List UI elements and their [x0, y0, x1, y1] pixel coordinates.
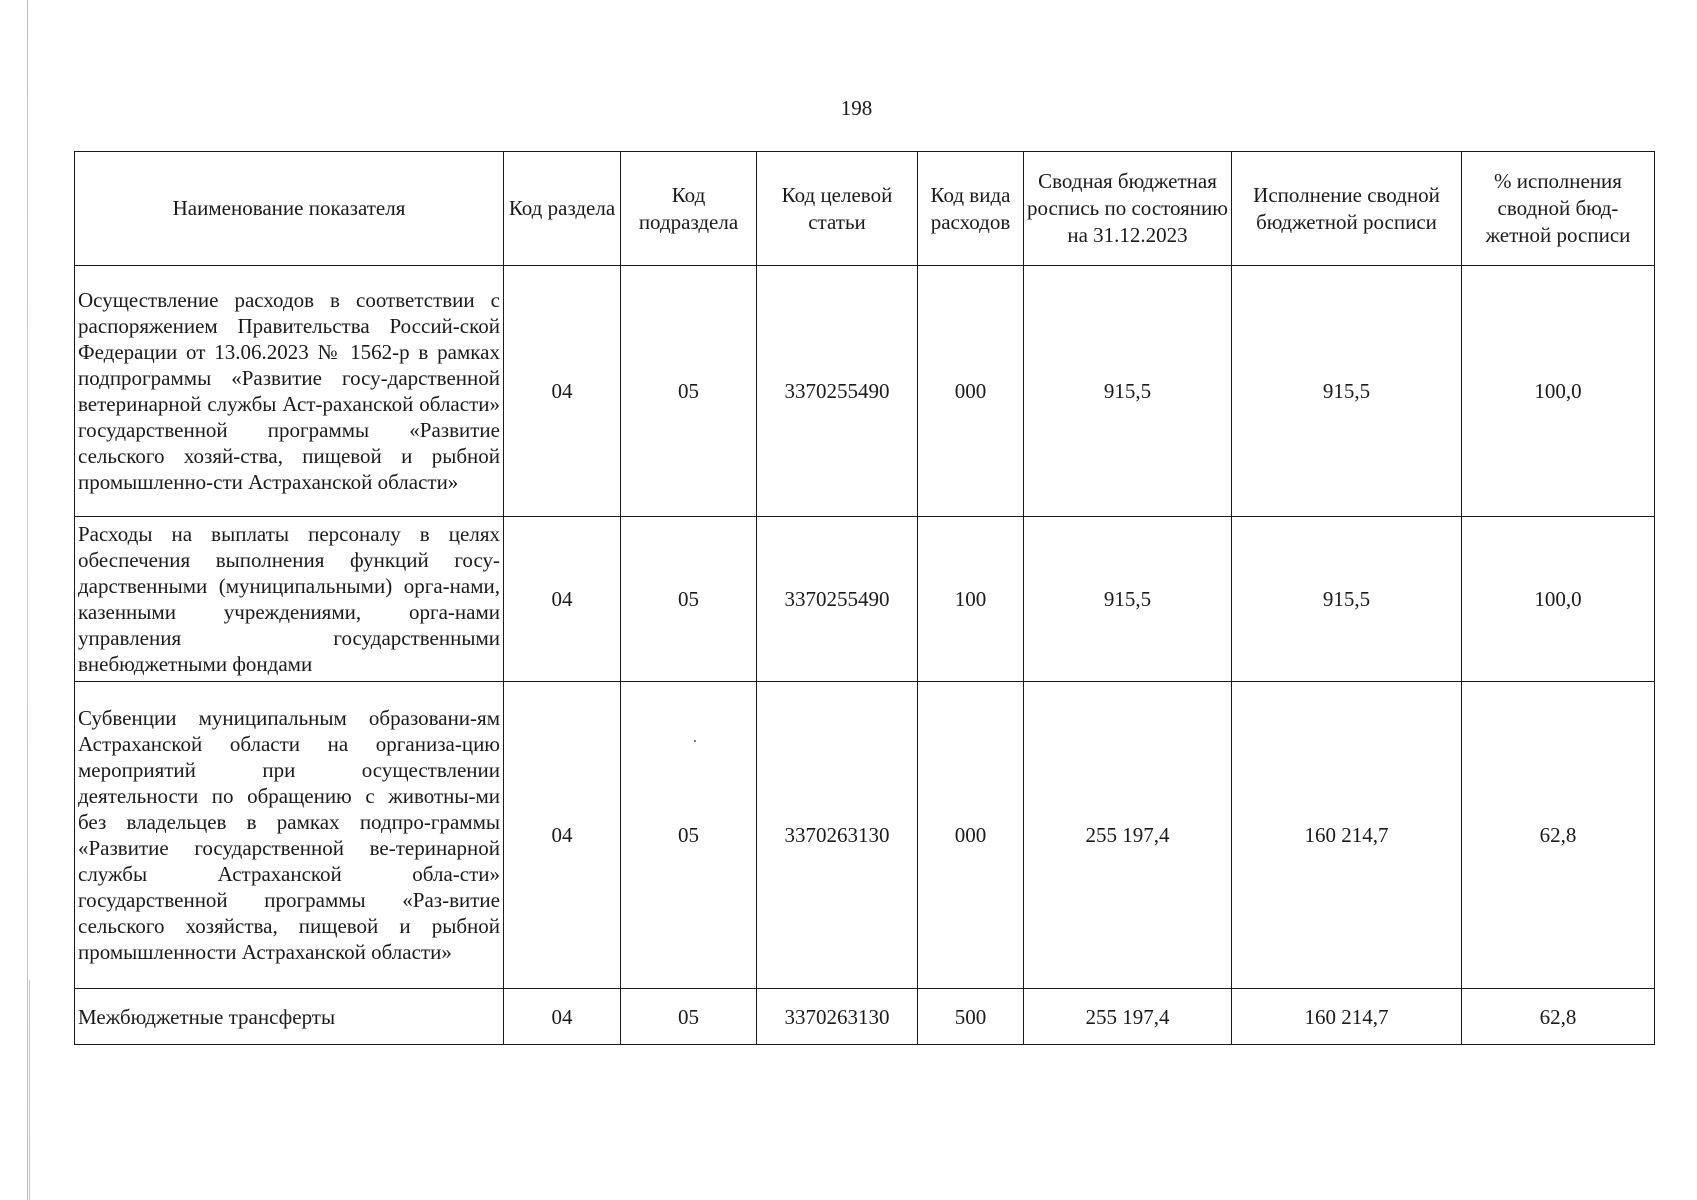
row-subsection-code: 05 — [621, 989, 757, 1045]
row-budget-plan: 255 197,4 — [1024, 989, 1232, 1045]
row-expense-type-code: 000 — [918, 266, 1024, 517]
header-execution-percent: % исполнения сводной бюд-жетной росписи — [1462, 152, 1655, 266]
header-target-item-code: Код целевой статьи — [757, 152, 918, 266]
header-expense-type-code: Код вида расходов — [918, 152, 1024, 266]
header-budget-plan: Сводная бюджетная роспись по состоянию на 31.12.2023 — [1024, 152, 1232, 266]
table-row — [75, 517, 1655, 682]
row-execution-percent: 100,0 — [1462, 517, 1655, 682]
row-budget-execution: 915,5 — [1232, 517, 1462, 682]
table-row — [75, 989, 1655, 1045]
row-section-code: 04 — [504, 517, 621, 682]
row-budget-execution: 915,5 — [1232, 266, 1462, 517]
binding-edge-line-secondary — [29, 980, 30, 1200]
row-name: Осуществление расходов в соответствии с распоряжением Правительства Россий-ской Федерации от 13.06.2023 № 1562-р в рамках подпрограммы «Развитие госу-дарственной ветеринарной службы Аст-раханской области» государственной программы «Развитие сельского хозяй-ства, пищевой и рыбной промышленно-сти Астраханской области» — [75, 266, 504, 517]
row-execution-percent: 62,8 — [1462, 989, 1655, 1045]
row-target-item-code: 3370255490 — [757, 517, 918, 682]
row-budget-execution: 160 214,7 — [1232, 989, 1462, 1045]
scan-speck — [694, 740, 696, 742]
table-row — [75, 682, 1655, 989]
header-budget-execution: Исполнение сводной бюджетной росписи — [1232, 152, 1462, 266]
row-budget-plan: 915,5 — [1024, 266, 1232, 517]
row-target-item-code: 3370255490 — [757, 266, 918, 517]
header-subsection-code: Код подраздела — [621, 152, 757, 266]
row-name: Межбюджетные трансферты — [75, 989, 504, 1045]
row-expense-type-code: 000 — [918, 682, 1024, 989]
row-section-code: 04 — [504, 266, 621, 517]
row-expense-type-code: 100 — [918, 517, 1024, 682]
row-budget-execution: 160 214,7 — [1232, 682, 1462, 989]
row-name: Расходы на выплаты персоналу в целях обеспечения выполнения функций госу-дарственными (муниципальными) орга-нами, казенными учреждениями, орга-нами управления государственными внебюджетными фондами — [75, 517, 504, 682]
table-header-row — [75, 152, 1655, 266]
row-target-item-code: 3370263130 — [757, 989, 918, 1045]
budget-execution-table — [74, 151, 1655, 1045]
row-name: Субвенции муниципальным образовани-ям Астраханской области на организа-цию мероприятий при осуществлении деятельности по обращению с животны-ми без владельцев в рамках подпро-граммы «Развитие государственной ве-теринарной службы Астраханской обла-сти» государственной программы «Раз-витие сельского хозяйства, пищевой и рыбной промышленности Астраханской области» — [75, 682, 504, 989]
row-execution-percent: 100,0 — [1462, 266, 1655, 517]
binding-edge-line — [27, 0, 28, 1200]
row-target-item-code: 3370263130 — [757, 682, 918, 989]
row-expense-type-code: 500 — [918, 989, 1024, 1045]
row-budget-plan: 915,5 — [1024, 517, 1232, 682]
row-budget-plan: 255 197,4 — [1024, 682, 1232, 989]
header-section-code: Код раздела — [504, 152, 621, 266]
row-subsection-code: 05 — [621, 266, 757, 517]
row-subsection-code: 05 — [621, 682, 757, 989]
header-name: Наименование показателя — [75, 152, 504, 266]
row-execution-percent: 62,8 — [1462, 682, 1655, 989]
row-section-code: 04 — [504, 682, 621, 989]
row-subsection-code: 05 — [621, 517, 757, 682]
row-section-code: 04 — [504, 989, 621, 1045]
table-row — [75, 266, 1655, 517]
page-number: 198 — [840, 96, 873, 120]
